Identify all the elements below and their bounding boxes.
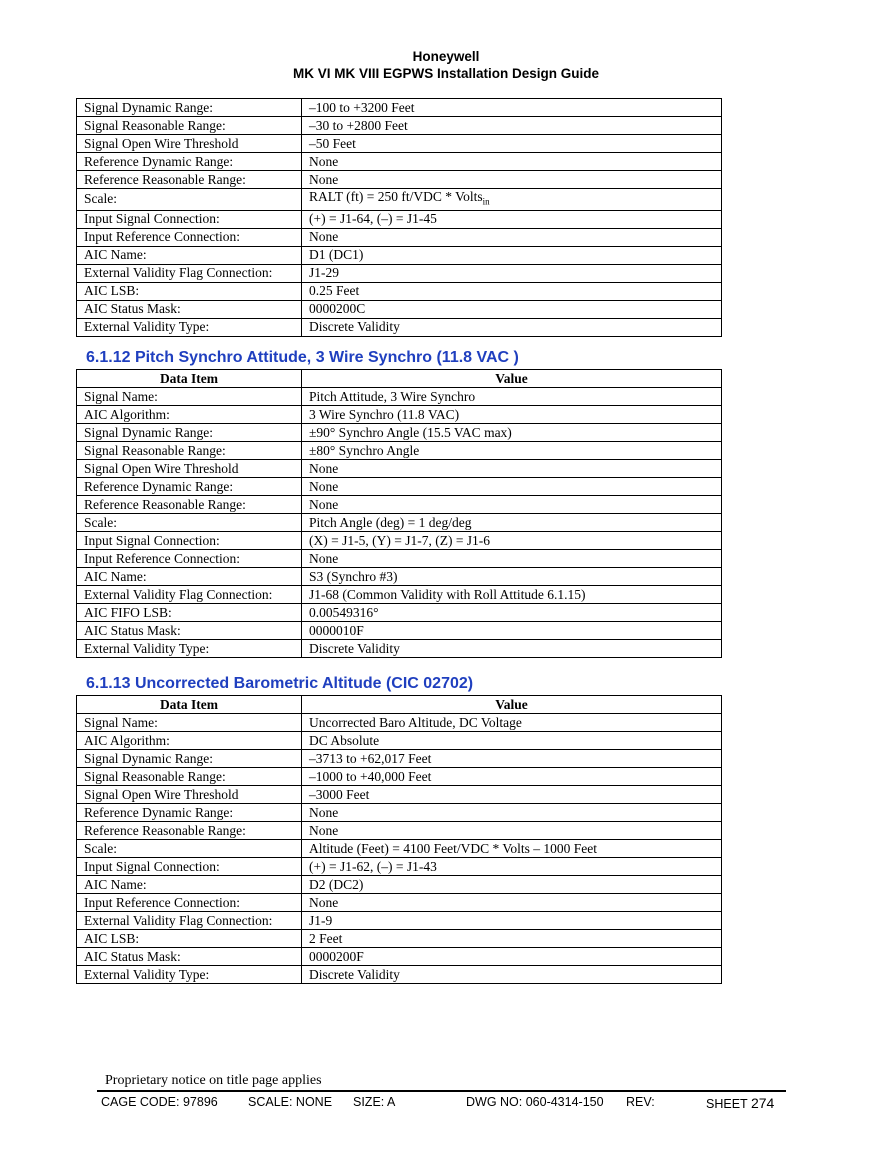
value-text: 0000200C [309,301,366,317]
value-text: –3713 to +62,017 Feet [309,750,432,766]
data-item-label: AIC Name: [84,247,147,263]
cage-code: CAGE CODE: 97896 [101,1095,218,1109]
column-header-value: Value [302,370,722,388]
data-item-cell [77,714,302,732]
value-text: 0.25 Feet [309,283,360,299]
data-item-label: AIC FIFO LSB: [84,604,172,620]
table-row [77,442,722,460]
value-cell [302,786,722,804]
value-cell [302,822,722,840]
table-row [77,948,722,966]
data-item-cell [77,478,302,496]
value-text: Discrete Validity [309,640,400,656]
value-text: None [309,460,339,476]
value-cell [302,604,722,622]
data-item-cell [77,786,302,804]
data-item-cell [77,99,302,117]
data-item-cell [77,622,302,640]
table-row [77,768,722,786]
data-item-label: Scale: [84,514,117,530]
table-header-row [77,696,722,714]
value-cell [302,135,722,153]
value-text: Altitude (Feet) = 4100 Feet/VDC * Volts – 1000 Feet [309,840,597,856]
value-cell [302,966,722,984]
value-text: 0000200F [309,948,364,964]
value-text: None [309,229,339,245]
table-row [77,604,722,622]
table-row [77,750,722,768]
value-text: D1 (DC1) [309,247,364,263]
value-text: –30 to +2800 Feet [309,117,408,133]
data-item-label: Signal Open Wire Threshold [84,786,239,802]
data-item-label: External Validity Flag Connection: [84,912,273,928]
value-text: 3 Wire Synchro (11.8 VAC) [309,406,460,422]
data-item-cell [77,586,302,604]
value-text: J1-9 [309,912,333,928]
data-item-cell [77,228,302,246]
data-item-cell [77,496,302,514]
value-cell [302,894,722,912]
table-row [77,640,722,658]
value-cell [302,732,722,750]
value-cell [302,532,722,550]
table-row [77,930,722,948]
value-text: Uncorrected Baro Altitude, DC Voltage [309,714,522,730]
value-text: Pitch Angle (deg) = 1 deg/deg [309,514,472,530]
section-number: 6.1.12 [86,349,131,366]
signal-table-pitch-synchro [76,369,722,658]
table-row [77,99,722,117]
data-item-cell [77,117,302,135]
value-cell [302,388,722,406]
value-text: None [309,822,339,838]
data-item-cell [77,550,302,568]
value-cell [302,768,722,786]
signal-table-baro-altitude [76,695,722,984]
data-item-cell [77,246,302,264]
table-row [77,135,722,153]
table-row [77,388,722,406]
data-item-label: Signal Reasonable Range: [84,117,226,133]
table-row [77,804,722,822]
value-text: 0000010F [309,622,364,638]
value-cell [302,153,722,171]
value-text: (X) = J1-5, (Y) = J1-7, (Z) = J1-6 [309,532,491,548]
value-text: None [309,550,339,566]
table-row [77,300,722,318]
data-item-label: Signal Name: [84,714,158,730]
value-text: D2 (DC2) [309,876,364,892]
value-text: –100 to +3200 Feet [309,99,415,115]
value-cell [302,948,722,966]
value-cell [302,622,722,640]
data-item-cell [77,822,302,840]
data-item-label: AIC Status Mask: [84,948,181,964]
column-header-data-item: Data Item [77,696,302,714]
value-cell [302,442,722,460]
data-item-cell [77,732,302,750]
data-item-label: Signal Name: [84,388,158,404]
value-cell [302,804,722,822]
section-title: Pitch Synchro Attitude, 3 Wire Synchro (11.8 VAC ) [134,349,519,366]
value-cell [302,99,722,117]
drawing-number: DWG NO: 060-4314-150 [466,1095,604,1109]
table-row [77,210,722,228]
table-row [77,318,722,336]
value-text: –50 Feet [309,135,356,151]
footer-divider [97,1090,786,1092]
table-row [77,568,722,586]
table-row [77,858,722,876]
data-item-cell [77,514,302,532]
value-text: Discrete Validity [309,319,400,335]
data-item-cell [77,768,302,786]
table-row [77,117,722,135]
data-item-label: Reference Dynamic Range: [84,478,234,494]
data-item-cell [77,840,302,858]
data-item-cell [77,912,302,930]
column-header-value: Value [302,696,722,714]
sheet-label: SHEET [706,1097,748,1111]
sheet-indicator [706,1095,774,1111]
data-item-label: Input Reference Connection: [84,229,240,245]
table-row [77,822,722,840]
value-cell [302,586,722,604]
data-item-cell [77,442,302,460]
data-item-label: AIC LSB: [84,930,140,946]
data-item-cell [77,210,302,228]
value-cell [302,640,722,658]
table-row [77,153,722,171]
data-item-cell [77,568,302,586]
data-item-label: AIC Status Mask: [84,301,181,317]
table-row [77,840,722,858]
value-cell [302,228,722,246]
table-row [77,171,722,189]
drawing-scale: SCALE: NONE [248,1095,333,1109]
data-item-label: Signal Dynamic Range: [84,424,213,440]
data-item-cell [77,604,302,622]
data-item-label: Reference Reasonable Range: [84,496,246,512]
data-item-label: Signal Dynamic Range: [84,99,213,115]
table-row [77,786,722,804]
data-item-cell [77,264,302,282]
value-text: –1000 to +40,000 Feet [309,768,432,784]
drawing-size: SIZE: A [353,1095,396,1109]
table-row [77,189,722,211]
value-text: ±90° Synchro Angle (15.5 VAC max) [309,424,512,440]
data-item-cell [77,750,302,768]
data-item-cell [77,858,302,876]
section-title: Uncorrected Barometric Altitude (CIC 02702) [134,675,474,692]
value-cell [302,930,722,948]
value-text: None [309,804,339,820]
value-text: None [309,496,339,512]
table-row [77,550,722,568]
data-item-label: External Validity Type: [84,640,210,656]
table-row [77,732,722,750]
data-item-cell [77,966,302,984]
data-item-label: AIC Name: [84,568,147,584]
value-text: RALT (ft) = 250 ft/VDC * Volts [309,189,483,204]
table-row [77,460,722,478]
data-item-label: Reference Dynamic Range: [84,804,234,820]
data-item-cell [77,532,302,550]
data-item-cell [77,930,302,948]
data-item-label: AIC Name: [84,876,147,892]
company-name: Honeywell [412,49,480,64]
value-text: J1-68 (Common Validity with Roll Attitude 6.1.15) [309,586,586,602]
data-item-cell [77,640,302,658]
data-item-label: External Validity Flag Connection: [84,586,273,602]
data-item-label: Input Signal Connection: [84,858,220,874]
value-text: (+) = J1-64, (–) = J1-45 [309,211,437,227]
data-item-label: AIC Status Mask: [84,622,181,638]
table-row [77,228,722,246]
data-item-cell [77,318,302,336]
table-row [77,912,722,930]
subscript-text: in [482,196,490,207]
data-item-label: Signal Reasonable Range: [84,442,226,458]
table-row [77,478,722,496]
table-row [77,966,722,984]
value-cell [302,189,722,211]
revision: REV: [626,1095,655,1109]
data-item-label: External Validity Type: [84,966,210,982]
data-item-cell [77,282,302,300]
value-text: Pitch Attitude, 3 Wire Synchro [309,388,476,404]
data-item-cell [77,804,302,822]
data-item-label: External Validity Flag Connection: [84,265,273,281]
value-cell [302,750,722,768]
data-item-cell [77,135,302,153]
table-row [77,282,722,300]
value-cell [302,496,722,514]
value-text: S3 (Synchro #3) [309,568,398,584]
value-cell [302,514,722,532]
value-cell [302,460,722,478]
value-cell [302,424,722,442]
value-cell [302,406,722,424]
value-cell [302,300,722,318]
data-item-cell [77,460,302,478]
value-cell [302,876,722,894]
value-cell [302,858,722,876]
data-item-label: Input Signal Connection: [84,532,220,548]
data-item-cell [77,300,302,318]
value-cell [302,840,722,858]
value-text: ±80° Synchro Angle [309,442,420,458]
data-item-label: Input Reference Connection: [84,550,240,566]
data-item-cell [77,388,302,406]
data-item-label: AIC Algorithm: [84,406,170,422]
value-text: J1-29 [309,265,339,281]
data-item-label: Scale: [84,191,117,207]
data-item-label: External Validity Type: [84,319,210,335]
data-item-label: AIC Algorithm: [84,732,170,748]
table-row [77,714,722,732]
document-title: MK VI MK VIII EGPWS Installation Design Guide [292,66,600,81]
value-text: 0.00549316° [309,604,379,620]
data-item-label: Signal Reasonable Range: [84,768,226,784]
value-text: DC Absolute [309,732,380,748]
value-cell [302,210,722,228]
column-header-data-item: Data Item [77,370,302,388]
table-row [77,406,722,424]
data-item-label: Reference Dynamic Range: [84,153,234,169]
value-text: None [309,153,339,169]
data-item-label: Input Signal Connection: [84,211,220,227]
table-row [77,246,722,264]
value-cell [302,282,722,300]
table-row [77,424,722,442]
signal-table-radio-altitude [76,98,722,337]
table-row [77,264,722,282]
data-item-label: Input Reference Connection: [84,894,240,910]
table-row [77,894,722,912]
value-text: None [309,478,339,494]
value-cell [302,550,722,568]
data-item-label: Signal Open Wire Threshold [84,460,239,476]
data-item-cell [77,894,302,912]
table-row [77,876,722,894]
section-number: 6.1.13 [86,675,131,692]
data-item-label: Reference Reasonable Range: [84,822,246,838]
table-row [77,622,722,640]
value-cell [302,171,722,189]
table-row [77,496,722,514]
section-heading-6-1-12 [86,349,519,367]
value-text: Discrete Validity [309,966,400,982]
data-item-label: Reference Reasonable Range: [84,171,246,187]
sheet-number: 274 [750,1095,775,1111]
table-header-row [77,370,722,388]
data-item-cell [77,153,302,171]
table-row [77,514,722,532]
proprietary-notice: Proprietary notice on title page applies [105,1073,322,1088]
table-row [77,532,722,550]
value-cell [302,246,722,264]
data-item-cell [77,189,302,211]
value-cell [302,912,722,930]
data-item-label: Signal Open Wire Threshold [84,135,239,151]
value-cell [302,318,722,336]
value-text: None [309,894,339,910]
value-cell [302,478,722,496]
value-text: (+) = J1-62, (–) = J1-43 [309,858,437,874]
data-item-label: Signal Dynamic Range: [84,750,213,766]
value-cell [302,714,722,732]
value-text: –3000 Feet [309,786,370,802]
value-cell [302,264,722,282]
data-item-cell [77,424,302,442]
value-cell [302,568,722,586]
value-cell [302,117,722,135]
value-text: None [309,171,339,187]
data-item-label: Scale: [84,840,117,856]
data-item-cell [77,171,302,189]
data-item-cell [77,948,302,966]
data-item-cell [77,876,302,894]
value-text: 2 Feet [309,930,343,946]
section-heading-6-1-13 [86,675,473,693]
data-item-cell [77,406,302,424]
table-row [77,586,722,604]
data-item-label: AIC LSB: [84,283,140,299]
